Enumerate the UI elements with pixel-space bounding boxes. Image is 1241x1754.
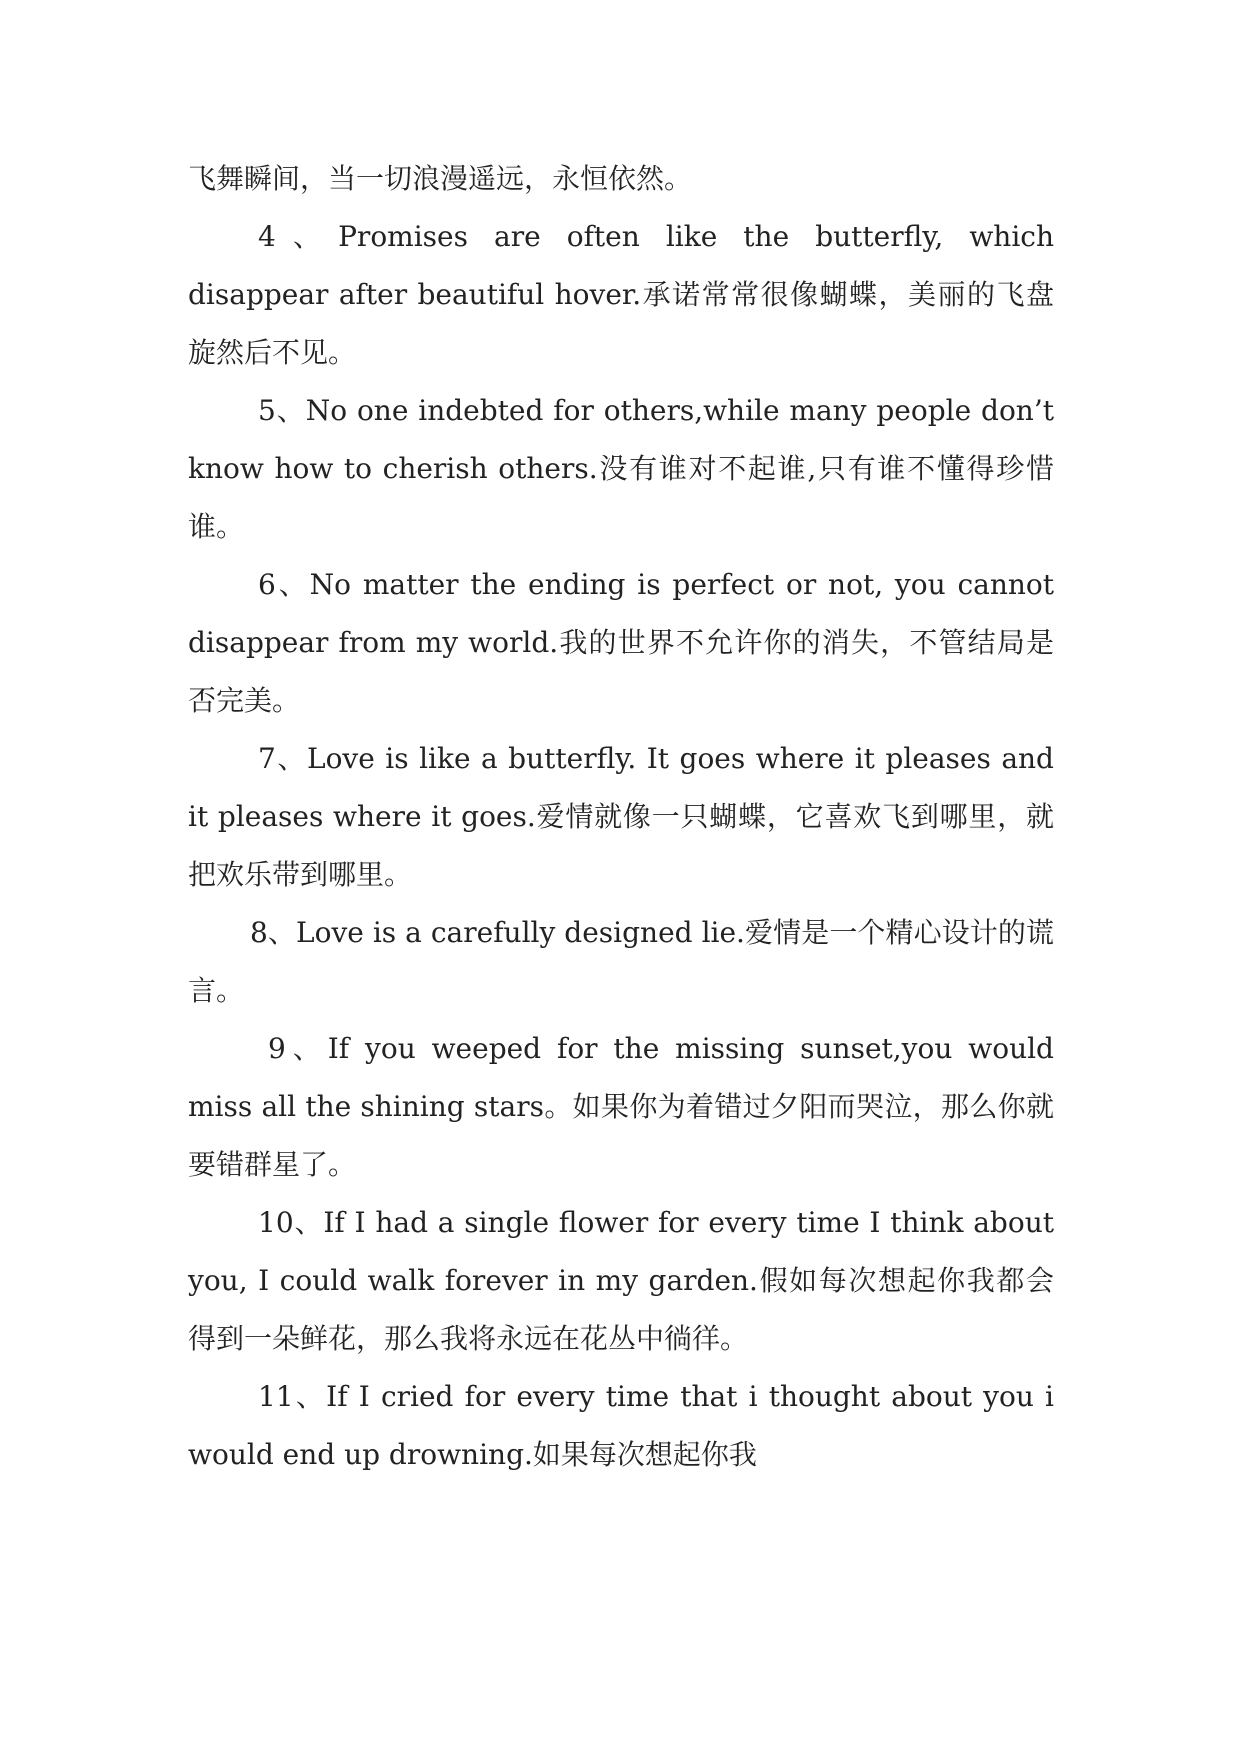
paragraph-8 [188, 904, 1054, 1020]
paragraph-text: Love is a carefully designed lie.爱情是一个精心设计的谎言。 [188, 916, 1054, 1007]
paragraph-text: Promises are often like the butterfly, which disappear after beautiful hover.承诺常常很像蝴蝶，美丽的飞盘旋然后不见。 [188, 220, 1054, 369]
item-number: 6、 [258, 568, 310, 601]
paragraph-6 [188, 556, 1054, 730]
item-number: 11、 [258, 1380, 327, 1413]
paragraph-text: Love is like a butterfly. It goes where it pleases and it pleases where it goes.爱情就像一只蝴蝶，它喜欢飞到哪里，就把欢乐带到哪里。 [188, 742, 1054, 891]
item-number: 5、 [258, 394, 306, 427]
paragraph-text: No matter the ending is perfect or not, you cannot disappear from my world.我的世界不允许你的消失，不管结局是否完美。 [188, 568, 1054, 717]
paragraph-5 [188, 382, 1054, 556]
paragraph-9 [188, 1020, 1054, 1194]
document-page [188, 150, 1054, 1484]
paragraph-3-continued [188, 150, 1054, 208]
item-number: 9、 [268, 1032, 328, 1065]
paragraph-text: No one indebted for others,while many people don’t know how to cherish others.没有谁对不起谁,只有谁不懂得珍惜谁。 [188, 394, 1054, 543]
item-number: 7、 [258, 742, 307, 775]
item-number: 4、 [258, 220, 339, 253]
paragraph-11 [188, 1368, 1054, 1484]
paragraph-text: 飞舞瞬间，当一切浪漫遥远，永恒依然。 [188, 162, 693, 195]
paragraph-text: If you weeped for the missing sunset,you would miss all the shining stars。如果你为着错过夕阳而哭泣，那么你就要错群星了。 [188, 1032, 1054, 1181]
paragraph-text: If I had a single flower for every time I think about you, I could walk forever in my garden.假如每次想起你我都会得到一朵鲜花，那么我将永远在花丛中徜徉。 [188, 1206, 1054, 1355]
paragraph-7 [188, 730, 1054, 904]
item-number: 8、 [250, 916, 297, 949]
paragraph-4 [188, 208, 1054, 382]
item-number: 10、 [258, 1206, 324, 1239]
paragraph-text: If I cried for every time that i thought about you i would end up drowning.如果每次想起你我 [188, 1380, 1054, 1471]
paragraph-10 [188, 1194, 1054, 1368]
